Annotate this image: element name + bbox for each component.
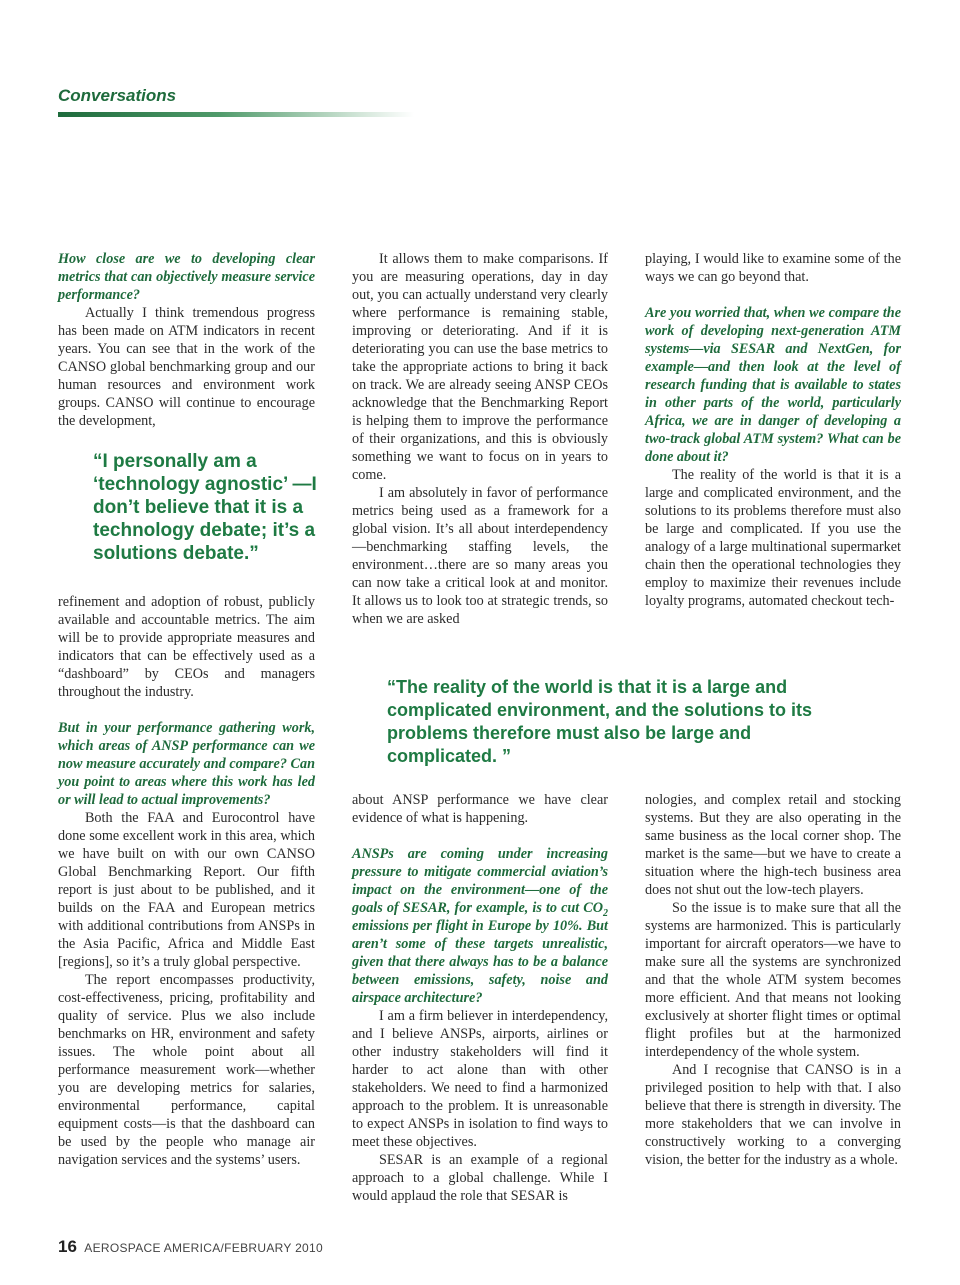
- question-two-track: Are you worried that, when we compare the work of developing next-generation ATM systems—via SESAR and NextGen, for example—and then look at the level of research funding that is available to states in other parts of the world, particularly Africa, we are in danger of developing a two-track global ATM system? What can be done about it?: [645, 305, 901, 465]
- column-1-bottom: [58, 593, 315, 1169]
- column-3-bottom: [645, 791, 901, 1169]
- paragraph-sesar: SESAR is an example of a regional approach to a global challenge. While I would applaud the role that SESAR is: [352, 1152, 608, 1204]
- paragraph-canso-position: And I recognise that CANSO is in a privileged position to help with that. I also believe that there is strength in diversity. The more stakeholders that we can involve in constructively working to a converging vision, the better for the industry as a whole.: [645, 1062, 901, 1168]
- paragraph-harmonized: So the issue is to make sure that all the systems are harmonized. This is particularly important for aircraft operators—we have to make sure all the systems are synchronized and that the whole ATM system becomes more efficient. And that means not looking exclusively at shorter flight times or optimal flight profiles but at the harmonized interdependency of the whole system.: [645, 900, 901, 1060]
- section-rule: [58, 112, 414, 117]
- paragraph-evidence: about ANSP performance we have clear evidence of what is happening.: [352, 792, 608, 826]
- paragraph-framework: I am absolutely in favor of performance metrics being used as a framework for a global vision. It’s all about interdependency—benchmarking staffing levels, the environment…there are so many areas you can now take a critical look at and monitor. It allows us to look too at strategic trends, so when we are asked: [352, 485, 608, 627]
- question-performance-gathering: But in your performance gathering work, which areas of ANSP performance can we now measure accurately and compare? Can you point to areas where this work has led or will lead to actual improvements?: [58, 720, 315, 808]
- paragraph-interdependency: I am a firm believer in interdependency, and I believe ANSPs, airports, airlines or other industry stakeholders will find it harder to act alone than with other stakeholders. We need to find a harmonized approach to the problem. It is unreasonable to expect ANSPs in isolation to find ways to meet these objectives.: [352, 1008, 608, 1150]
- answer-metrics: Actually I think tremendous progress has been made on ATM indicators in recent years. You can see that in the work of the CANSO global benchmarking group and our human resources and environment work groups. CANSO will continue to encourage the development,: [58, 305, 315, 429]
- co2-subscript: 2: [603, 907, 608, 919]
- question-environment: [352, 845, 608, 1007]
- pull-quote-technology: “I personally am a ‘technology agnostic’ —I don’t believe that it is a technology debate; it’s a solutions debate.”: [93, 451, 317, 564]
- paragraph-faa-eurocontrol: Both the FAA and Eurocontrol have done some excellent work in this area, which we have built on with our own CANSO Global Benchmarking Report. Our fifth report is just about to be published, and it builds on the FAA and European metrics with additional contributions from ANSPs in the Asia Pacific, Africa and Middle East [regions], so it’s a truly global perspective.: [58, 810, 315, 970]
- page-footer: [58, 1237, 323, 1257]
- question-environment-text-b: emissions per flight in Europe by 10%. But aren’t some of these targets unrealistic, given that there always has to be a balance between emissions, safety, noise and airspace architecture?: [352, 918, 608, 1006]
- column-3-top: [645, 250, 901, 610]
- paragraph-playing: playing, I would like to examine some of the ways we can go beyond that.: [645, 251, 901, 285]
- publication-info: AEROSPACE AMERICA/FEBRUARY 2010: [84, 1241, 323, 1255]
- paragraph-report: The report encompasses productivity, cost-effectiveness, pricing, profitability and quality of service. Plus we also include benchmarks on HR, environment and safety issues. The whole point about all performance measurement work—whether you are developing metrics for salaries, environmental performance, capital equipment costs—is that the dashboard can be used by the people who manage air navigation services and the systems’ users.: [58, 972, 315, 1168]
- section-label: Conversations: [58, 86, 177, 105]
- paragraph-reality: The reality of the world is that it is a large and complicated environment, and the solutions to its problems therefore must also be large and complicated. If you use the analogy of a large multinational supermarket chain then the operational technologies they employ to maximize their revenues include loyalty programs, automated checkout tech-: [645, 467, 901, 609]
- question-environment-text-a: ANSPs are coming under increasing pressure to mitigate commercial aviation’s impact on the environment—one of the goals of SESAR, for example, is to cut CO: [352, 846, 608, 916]
- column-1-top: [58, 250, 315, 430]
- column-2-top: [352, 250, 608, 628]
- paragraph-comparisons: It allows them to make comparisons. If you are measuring operations, day in day out, you can actually understand very clearly where performance is remaining stable, improving or deteriorating. And if it is deteriorating you can use the base metrics to take the appropriate actions to bring it back on track. We are already seeing ANSP CEOs acknowledge that the Benchmarking Report is helping them to improve the performance of their organizations, and this is obviously something we want to focus on in years to come.: [352, 251, 608, 483]
- paragraph-technologies: nologies, and complex retail and stocking systems. But they are also operating in the same business as the local corner shop. The market is the same—but we have to create a situation where the high-tech business area does not shut out the low-tech players.: [645, 792, 901, 898]
- paragraph-continuation: refinement and adoption of robust, publicly available and accountable metrics. The aim will be to provide appropriate measures and indicators that can be effectively used as a “dashboard” by CEOs and managers throughout the industry.: [58, 594, 315, 700]
- page-number: 16: [58, 1237, 77, 1256]
- pull-quote-reality: “The reality of the world is that it is a large and complicated environment, and the solutions to its problems therefore must also be large and complicated. ”: [387, 677, 813, 766]
- question-metrics: How close are we to developing clear metrics that can objectively measure service performance?: [58, 251, 315, 303]
- column-2-bottom: [352, 791, 608, 1205]
